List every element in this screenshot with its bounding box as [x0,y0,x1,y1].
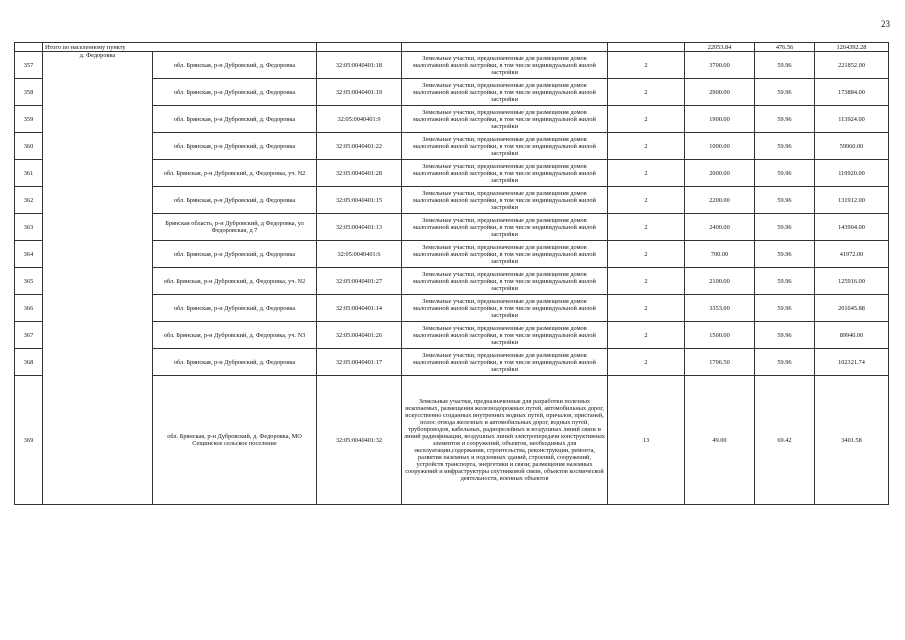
address-cell: обл. Брянская, р-н Дубровский, д. Федоровка [153,349,317,376]
specific-value-cell: 59.96 [755,322,815,349]
cadastral-number-cell: 32:05:0040401:6 [317,241,402,268]
group-cell: 2 [608,322,685,349]
address-cell: обл. Брянская, р-н Дубровский, д. Федоровка [153,241,317,268]
row-number-cell: 360 [15,133,43,160]
group-cell: 2 [608,106,685,133]
area-cell: 2000.00 [685,160,755,187]
total-cadastral-cell [317,43,402,52]
total-purpose-cell [402,43,608,52]
land-purpose-cell: Земельные участки, предназначенные для размещения домов малоэтажной жилой застройки, в том числе индивидуальной жилой застройки [402,349,608,376]
address-cell: обл. Брянская, р-н Дубровский, д. Федоровка [153,295,317,322]
area-cell: 1706.50 [685,349,755,376]
cadastral-cost-cell: 201045.88 [815,295,889,322]
address-cell: обл. Брянская, р-н Дубровский, д. Федоровка [153,187,317,214]
cadastral-cost-cell: 143904.00 [815,214,889,241]
land-purpose-cell: Земельные участки, предназначенные для размещения домов малоэтажной жилой застройки, в том числе индивидуальной жилой застройки [402,187,608,214]
area-cell: 1000.00 [685,133,755,160]
address-cell: обл. Брянская, р-н Дубровский, д. Федоровка [153,52,317,79]
specific-value-cell: 59.96 [755,268,815,295]
land-purpose-cell: Земельные участки, предназначенные для размещения домов малоэтажной жилой застройки, в том числе индивидуальной жилой застройки [402,133,608,160]
row-number-cell: 366 [15,295,43,322]
row-number-cell: 365 [15,268,43,295]
area-cell: 1500.00 [685,322,755,349]
group-cell: 2 [608,349,685,376]
row-number-cell: 359 [15,106,43,133]
row-number-cell: 362 [15,187,43,214]
land-purpose-cell: Земельные участки, предназначенные для размещения домов малоэтажной жилой застройки, в том числе индивидуальной жилой застройки [402,160,608,187]
cadastral-value-table [14,42,889,505]
group-cell: 2 [608,79,685,106]
locality-total-row [15,43,889,52]
cadastral-number-cell: 32:05:0040401:9 [317,106,402,133]
total-group-cell [608,43,685,52]
cadastral-number-cell: 32:05:0040401:32 [317,376,402,505]
group-cell: 13 [608,376,685,505]
row-number-cell: 357 [15,52,43,79]
cadastral-number-cell: 32:05:0040401:15 [317,187,402,214]
row-number-cell: 364 [15,241,43,268]
specific-value-cell: 59.96 [755,349,815,376]
page-number: 23 [881,19,890,29]
specific-value-cell: 59.96 [755,106,815,133]
area-cell: 2100.00 [685,268,755,295]
cadastral-cost-cell: 89940.00 [815,322,889,349]
group-cell: 2 [608,187,685,214]
address-cell: обл. Брянская, р-н Дубровский, д. Федоровка [153,106,317,133]
address-cell: обл. Брянская, р-н Дубровский, д. Федоровка [153,79,317,106]
specific-value-cell: 59.96 [755,133,815,160]
area-cell: 2400.00 [685,214,755,241]
land-purpose-cell: Земельные участки, предназначенные для размещения домов малоэтажной жилой застройки, в том числе индивидуальной жилой застройки [402,241,608,268]
specific-value-cell: 59.96 [755,187,815,214]
total-no-cell [15,43,43,52]
total-rate-cell: 476.56 [755,43,815,52]
total-cost-cell: 1264392.28 [815,43,889,52]
cadastral-cost-cell: 102321.74 [815,349,889,376]
area-cell: 1900.00 [685,106,755,133]
cadastral-cost-cell: 131912.00 [815,187,889,214]
total-label-cell: Итого по населенному пункту [43,43,317,52]
group-cell: 2 [608,133,685,160]
specific-value-cell: 59.96 [755,214,815,241]
cadastral-cost-cell: 3401.58 [815,376,889,505]
group-cell: 2 [608,52,685,79]
area-cell: 2200.00 [685,187,755,214]
group-cell: 2 [608,268,685,295]
area-cell: 2900.00 [685,79,755,106]
area-cell: 49.00 [685,376,755,505]
row-number-cell: 361 [15,160,43,187]
cadastral-number-cell: 32:05:0040401:27 [317,268,402,295]
cadastral-number-cell: 32:05:0040401:13 [317,214,402,241]
cadastral-cost-cell: 173884.00 [815,79,889,106]
row-number-cell: 368 [15,349,43,376]
cadastral-cost-cell: 41972.00 [815,241,889,268]
cadastral-number-cell: 32:05:0040401:19 [317,79,402,106]
specific-value-cell: 59.96 [755,79,815,106]
cadastral-cost-cell: 221852.00 [815,52,889,79]
cadastral-number-cell: 32:05:0040401:26 [317,322,402,349]
specific-value-cell: 59.96 [755,160,815,187]
table-row [15,52,889,79]
address-cell: обл. Брянская, р-н Дубровский, д. Федоровка, уч. N3 [153,322,317,349]
cadastral-number-cell: 32:05:0040401:14 [317,295,402,322]
specific-value-cell: 59.96 [755,52,815,79]
land-purpose-cell: Земельные участки, предназначенные для разработки полезных ископаемых, размещения железнодорожных путей, автомобильных дорог, искусственно созданных внутренних водных путей, причалов, пристаней, полос отвода железных и автомобильных дорог, водных путей, трубопроводов, кабельных, радиорелейных и воздушных линий связи и линий радиофикации, воздушных линий электропередачи конструктивных элементов и сооружений, объектов, необходимых для эксплуатации,содержания, строительства, реконструкции, ремонта, развития наземных и подземных зданий, строений, сооружений, устройств транспорта, энергетики и связи; размещения наземных сооружений и инфраструктуры спутниковой связи, объектов космической деятельности, военных объектов [402,376,608,505]
land-purpose-cell: Земельные участки, предназначенные для размещения домов малоэтажной жилой застройки, в том числе индивидуальной жилой застройки [402,214,608,241]
total-area-cell: 22053.84 [685,43,755,52]
cadastral-cost-cell: 119920.00 [815,160,889,187]
address-cell: Брянская область, р-н Дубровский, д Федоровка, ул Федоровская, д 7 [153,214,317,241]
land-purpose-cell: Земельные участки, предназначенные для размещения домов малоэтажной жилой застройки, в том числе индивидуальной жилой застройки [402,268,608,295]
cadastral-cost-cell: 125916.00 [815,268,889,295]
cadastral-number-cell: 32:05:0040401:28 [317,160,402,187]
cadastral-cost-cell: 113924.00 [815,106,889,133]
land-purpose-cell: Земельные участки, предназначенные для размещения домов малоэтажной жилой застройки, в том числе индивидуальной жилой застройки [402,106,608,133]
cadastral-number-cell: 32:05:0040401:18 [317,52,402,79]
land-purpose-cell: Земельные участки, предназначенные для размещения домов малоэтажной жилой застройки, в том числе индивидуальной жилой застройки [402,52,608,79]
specific-value-cell: 69.42 [755,376,815,505]
land-purpose-cell: Земельные участки, предназначенные для размещения домов малоэтажной жилой застройки, в том числе индивидуальной жилой застройки [402,295,608,322]
address-cell: обл. Брянская, р-н Дубровский, д. Федоровка, уч. N2 [153,160,317,187]
group-cell: 2 [608,241,685,268]
cadastral-cost-cell: 59960.00 [815,133,889,160]
specific-value-cell: 59.96 [755,295,815,322]
land-purpose-cell: Земельные участки, предназначенные для размещения домов малоэтажной жилой застройки, в том числе индивидуальной жилой застройки [402,322,608,349]
area-cell: 700.00 [685,241,755,268]
address-cell: обл. Брянская, р-н Дубровский, д. Федоровка, уч. N2 [153,268,317,295]
area-cell: 3700.00 [685,52,755,79]
land-purpose-cell: Земельные участки, предназначенные для размещения домов малоэтажной жилой застройки, в том числе индивидуальной жилой застройки [402,79,608,106]
group-cell: 2 [608,295,685,322]
locality-cell: д. Федоровка [43,52,153,505]
row-number-cell: 363 [15,214,43,241]
cadastral-number-cell: 32:05:0040401:22 [317,133,402,160]
area-cell: 3353.00 [685,295,755,322]
row-number-cell: 358 [15,79,43,106]
row-number-cell: 369 [15,376,43,505]
group-cell: 2 [608,160,685,187]
specific-value-cell: 59.96 [755,241,815,268]
address-cell: обл. Брянская, р-н Дубровский, д. Федоровка, МО Сещинское сельское поселение [153,376,317,505]
row-number-cell: 367 [15,322,43,349]
group-cell: 2 [608,214,685,241]
address-cell: обл. Брянская, р-н Дубровский, д. Федоровка [153,133,317,160]
cadastral-number-cell: 32:05:0040401:17 [317,349,402,376]
